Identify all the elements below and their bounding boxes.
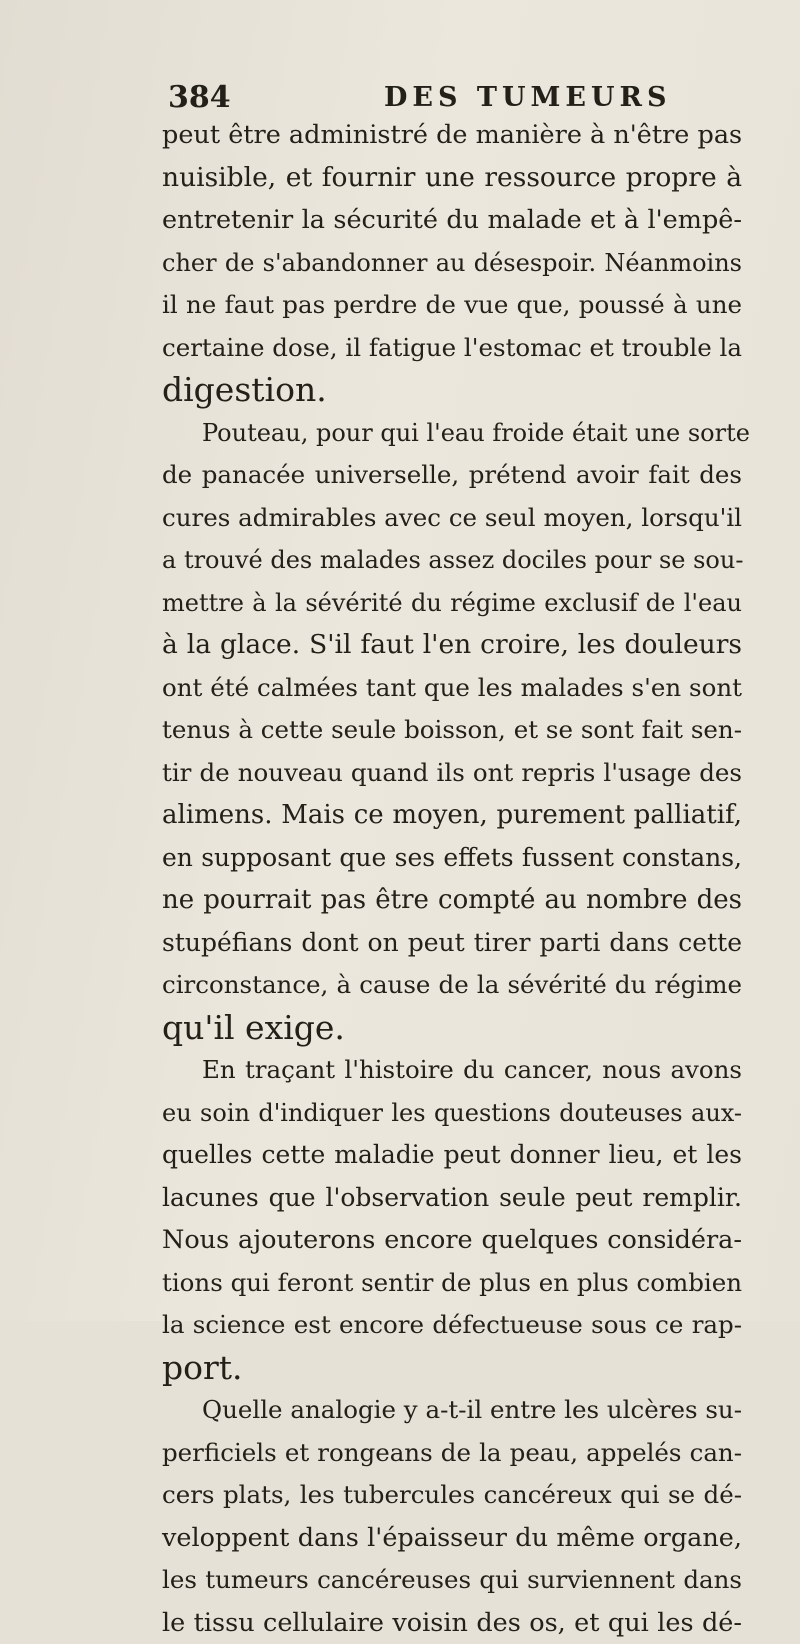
text-line: Pouteau, pour qui l'eau froide était une sorte bbox=[162, 412, 742, 455]
text-line: alimens. Mais ce moyen, purement palliatif, bbox=[162, 794, 742, 837]
text-line: ont été calmées tant que les malades s'en sont bbox=[162, 667, 742, 710]
text-line: cures admirables avec ce seul moyen, lorsqu'il bbox=[162, 497, 742, 540]
text-line: quelles cette maladie peut donner lieu, et les bbox=[162, 1134, 742, 1177]
paragraph bbox=[162, 1389, 742, 1644]
text-line: la science est encore défectueuse sous ce rap- bbox=[162, 1304, 742, 1347]
text-line: tir de nouveau quand ils ont repris l'usage des bbox=[162, 752, 742, 795]
text-line: de panacée universelle, prétend avoir fait des bbox=[162, 454, 742, 497]
text-line: veloppent dans l'épaisseur du même organe, bbox=[162, 1517, 742, 1560]
paragraph bbox=[162, 114, 742, 412]
text-line: En traçant l'histoire du cancer, nous avons bbox=[162, 1049, 742, 1092]
text-line: ne pourrait pas être compté au nombre des bbox=[162, 879, 742, 922]
text-line: à la glace. S'il faut l'en croire, les douleurs bbox=[162, 624, 742, 667]
text-line: nuisible, et fournir une ressource propre à bbox=[162, 157, 742, 200]
page-number: 384 bbox=[168, 78, 231, 118]
text-line: les tumeurs cancéreuses qui surviennent dans bbox=[162, 1559, 742, 1602]
text-line: stupéfians dont on peut tirer parti dans cette bbox=[162, 922, 742, 965]
running-title: DES TUMEURS bbox=[384, 78, 671, 118]
text-line: eu soin d'indiquer les questions douteuses aux- bbox=[162, 1092, 742, 1135]
paragraph bbox=[162, 1049, 742, 1389]
text-line: le tissu cellulaire voisin des os, et qui les dé- bbox=[162, 1602, 742, 1644]
text-line: circonstance, à cause de la sévérité du régime bbox=[162, 964, 742, 1007]
page-header bbox=[168, 78, 728, 118]
text-line: mettre à la sévérité du régime exclusif de l'eau bbox=[162, 582, 742, 625]
text-line: tions qui feront sentir de plus en plus combien bbox=[162, 1262, 742, 1305]
text-line: lacunes que l'observation seule peut remplir. bbox=[162, 1177, 742, 1220]
text-line: en supposant que ses effets fussent constans, bbox=[162, 837, 742, 880]
text-line: il ne faut pas perdre de vue que, poussé à une bbox=[162, 284, 742, 327]
text-line: qu'il exige. bbox=[162, 1007, 742, 1050]
body-text bbox=[162, 114, 742, 1644]
text-line: Nous ajouterons encore quelques considéra- bbox=[162, 1219, 742, 1262]
text-line: entretenir la sécurité du malade et à l'empê- bbox=[162, 199, 742, 242]
text-line: cher de s'abandonner au désespoir. Néanmoins bbox=[162, 242, 742, 285]
text-line: cers plats, les tubercules cancéreux qui se dé- bbox=[162, 1474, 742, 1517]
text-line: peut être administré de manière à n'être pas bbox=[162, 114, 742, 157]
text-line: tenus à cette seule boisson, et se sont fait sen- bbox=[162, 709, 742, 752]
text-line: certaine dose, il fatigue l'estomac et trouble la bbox=[162, 327, 742, 370]
text-line: Quelle analogie y a-t-il entre les ulcères su- bbox=[162, 1389, 742, 1432]
text-line: port. bbox=[162, 1347, 742, 1390]
paragraph bbox=[162, 412, 742, 1050]
text-line: digestion. bbox=[162, 369, 742, 412]
text-line: perficiels et rongeans de la peau, appelés can- bbox=[162, 1432, 742, 1475]
text-line: a trouvé des malades assez dociles pour se sou- bbox=[162, 539, 742, 582]
